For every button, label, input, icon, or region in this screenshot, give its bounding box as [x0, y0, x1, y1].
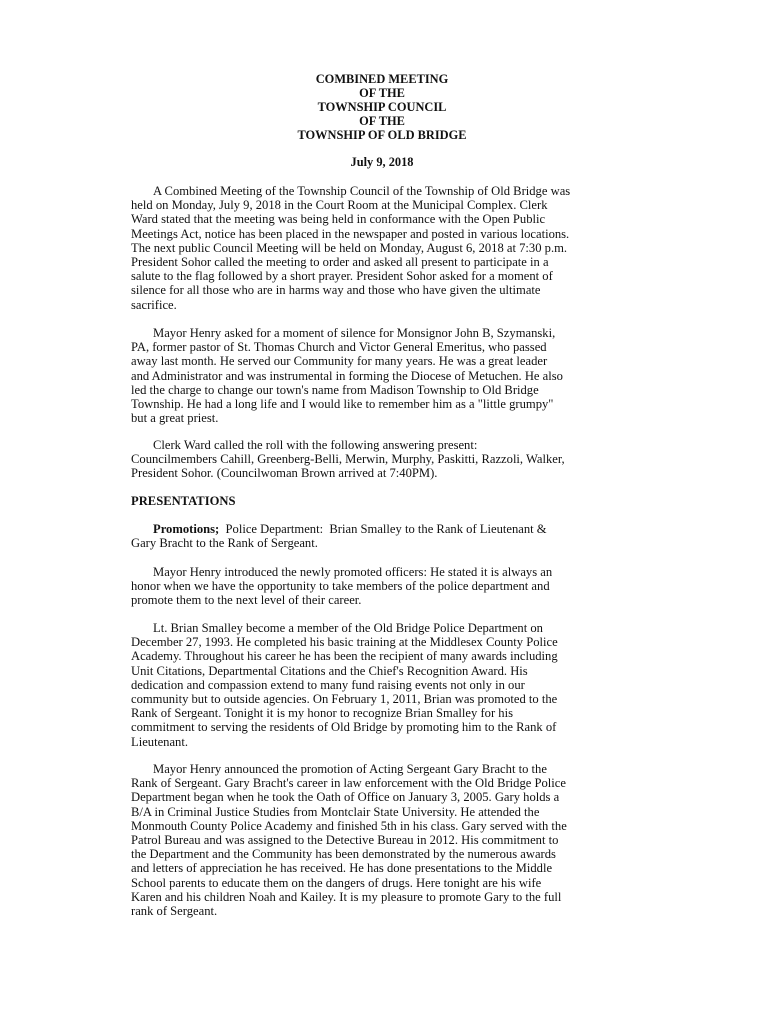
section-heading-presentations: PRESENTATIONS [131, 494, 236, 508]
paragraph-roll-call [131, 438, 661, 481]
paragraph-line: promote them to the next level of their career. [131, 593, 362, 608]
paragraph-line: salute to the flag followed by a short prayer. President Sohor asked for a moment of [131, 269, 553, 284]
paragraph-line: sacrifice. [131, 297, 177, 312]
paragraph-line: B/A in Criminal Justice Studies from Montclair State University. He attended the [131, 804, 540, 819]
paragraph-line: dedication and compassion extend to many fund raising events not only in our [131, 677, 525, 692]
title-line: OF THE [359, 86, 405, 100]
paragraph-line: Rank of Sergeant. Gary Bracht's career in law enforcement with the Old Bridge Police [131, 776, 566, 791]
paragraph-line: Lieutenant. [131, 734, 188, 749]
title-line: TOWNSHIP OF OLD BRIDGE [297, 128, 467, 142]
paragraph-line: Patrol Bureau and was assigned to the Detective Bureau in 2012. His commitment to [131, 833, 559, 848]
paragraph-line: community but to outside agencies. On February 1, 2011, Brian was promoted to the [131, 692, 558, 707]
title-line: OF THE [359, 114, 405, 128]
paragraph-line: Monmouth County Police Academy and finished 5th in his class. Gary served with the [131, 818, 567, 833]
paragraph-line: School parents to educate them on the dangers of drugs. Here tonight are his wife [131, 875, 542, 890]
paragraph-line: Gary Bracht to the Rank of Sergeant. [131, 536, 318, 551]
paragraph-line: led the charge to change our town's name from Madison Township to Old Bridge [131, 382, 539, 397]
paragraph-line: Mayor Henry announced the promotion of Acting Sergeant Gary Bracht to the [153, 762, 547, 776]
document-title [200, 72, 564, 142]
paragraph-line: held on Monday, July 9, 2018 in the Court Room at the Municipal Complex. Clerk [131, 198, 548, 213]
paragraph-line: the Department and the Community has been demonstrated by the numerous awards [131, 847, 556, 862]
paragraph-line: PA, former pastor of St. Thomas Church and Victor General Emeritus, who passed [131, 340, 547, 355]
paragraph-line [131, 522, 661, 536]
paragraph-line: and Administrator and was instrumental in forming the Diocese of Metuchen. He also [131, 368, 563, 383]
paragraph-bracht [131, 762, 661, 918]
promotions-label: Promotions; [153, 522, 220, 536]
paragraph-line: Karen and his children Noah and Kailey. It is my pleasure to promote Gary to the full [131, 889, 562, 904]
paragraph-line: silence for all those who are in harms way and those who have given the ultimate [131, 283, 541, 298]
title-line: TOWNSHIP COUNCIL [317, 100, 447, 114]
paragraph-line: away last month. He served our Community for many years. He was a great leader [131, 354, 548, 369]
paragraph-line: The next public Council Meeting will be held on Monday, August 6, 2018 at 7:30 p.m. [131, 240, 568, 255]
paragraph-line: Councilmembers Cahill, Greenberg-Belli, Merwin, Murphy, Paskitti, Razzoli, Walker, [131, 452, 565, 467]
paragraph-line: Academy. Throughout his career he has been the recipient of many awards including [131, 649, 558, 664]
paragraph-line: A Combined Meeting of the Township Council of the Township of Old Bridge was [153, 184, 571, 198]
paragraph-line: President Sohor called the meeting to order and asked all present to participate in a [131, 255, 549, 270]
meeting-date: July 9, 2018 [350, 155, 414, 169]
paragraph-mayor-intro [131, 565, 661, 608]
title-line: COMBINED MEETING [315, 72, 449, 86]
paragraph-line: Lt. Brian Smalley become a member of the Old Bridge Police Department on [153, 621, 543, 635]
paragraph-line: Clerk Ward called the roll with the following answering present: [153, 438, 478, 452]
paragraph-line: Unit Citations, Departmental Citations and the Chief's Recognition Award. His [131, 663, 528, 678]
promotions-text: Police Department: Brian Smalley to the Rank of Lieutenant & [219, 522, 547, 536]
paragraph-line: Department began when he took the Oath of Office on January 3, 2005. Gary holds a [131, 790, 560, 805]
paragraph-line: commitment to serving the residents of Old Bridge by promoting him to the Rank of [131, 720, 557, 735]
paragraph-moment-of-silence [131, 326, 661, 425]
paragraph-smalley [131, 621, 661, 749]
paragraph-line: Rank of Sergeant. Tonight it is my honor to recognize Brian Smalley for his [131, 706, 513, 721]
paragraph-line: and letters of appreciation he has received. He has done presentations to the Middle [131, 861, 553, 876]
paragraph-line: Mayor Henry asked for a moment of silence for Monsignor John B, Szymanski, [153, 326, 556, 340]
paragraph-line: December 27, 1993. He completed his basic training at the Middlesex County Police [131, 635, 558, 650]
paragraph-line: Township. He had a long life and I would like to remember him as a "little grumpy" [131, 397, 554, 412]
paragraph-promotions [131, 522, 661, 550]
paragraph-line: but a great priest. [131, 411, 219, 426]
paragraph-line: Ward stated that the meeting was being held in conformance with the Open Public [131, 212, 546, 227]
paragraph-line: Meetings Act, notice has been placed in the newspaper and posted in various locations. [131, 226, 570, 241]
paragraph-opening [131, 184, 661, 312]
paragraph-line: rank of Sergeant. [131, 904, 218, 919]
paragraph-line: Mayor Henry introduced the newly promoted officers: He stated it is always an [153, 565, 553, 579]
paragraph-line: honor when we have the opportunity to take members of the police department and [131, 579, 550, 594]
paragraph-line: President Sohor. (Councilwoman Brown arrived at 7:40PM). [131, 466, 438, 481]
